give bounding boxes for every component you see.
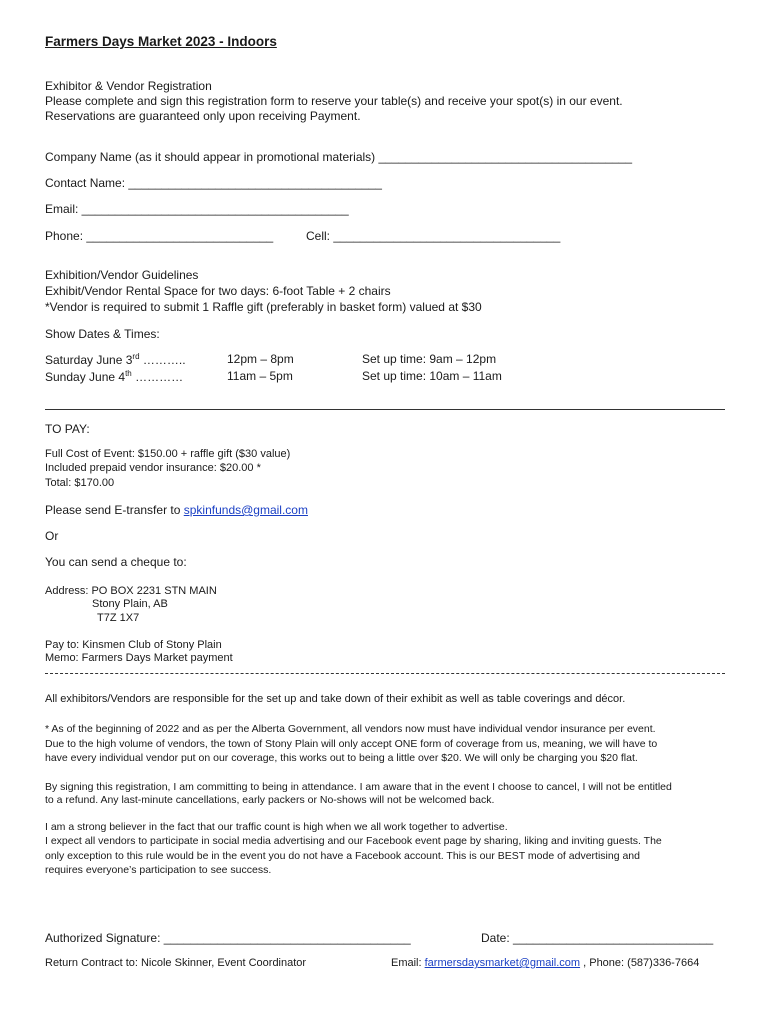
show-day-sunday: Sunday June 4th ………… (45, 369, 184, 384)
to-pay-heading: TO PAY: (45, 422, 90, 436)
show-day-saturday: Saturday June 3rd ……….. (45, 352, 186, 367)
authorized-signature-field[interactable]: Authorized Signature: _____________________________________ (45, 931, 411, 945)
intro-line-2: Reservations are guaranteed only upon receiving Payment. (45, 109, 361, 123)
page-title: Farmers Days Market 2023 - Indoors (45, 34, 277, 49)
company-name-field[interactable]: Company Name (as it should appear in promotional materials) ______________________________________ (45, 150, 633, 164)
registration-heading: Exhibitor & Vendor Registration (45, 79, 212, 93)
dashed-divider (45, 673, 725, 674)
terms-paragraph-2-line-3: have every individual vendor put on our coverage, this works out to being a little over $20. We will only be charging you $20 flat. (45, 752, 638, 764)
etransfer-instruction: Please send E-transfer to spkinfunds@gmail.com (45, 503, 308, 517)
guidelines-heading: Exhibition/Vendor Guidelines (45, 268, 199, 282)
guidelines-line-1: Exhibit/Vendor Rental Space for two days: 6-foot Table + 2 chairs (45, 284, 391, 298)
contact-name-field[interactable]: Contact Name: ______________________________________ (45, 176, 382, 190)
setup-time-sunday: Set up time: 10am – 11am (362, 369, 502, 383)
address-line-3: T7Z 1X7 (97, 612, 140, 624)
footer-contact: Email: farmersdaysmarket@gmail.com , Phone: (587)336-7664 (391, 957, 700, 969)
guidelines-line-2: *Vendor is required to submit 1 Raffle gift (preferably in basket form) valued at $30 (45, 300, 482, 314)
terms-paragraph-2-line-2: Due to the high volume of vendors, the town of Stony Plain will only accept ONE form of coverage from us, meaning, we will have to (45, 738, 658, 750)
terms-paragraph-4-line-4: requires everyone’s participation to see success. (45, 864, 272, 876)
cost-line: Full Cost of Event: $150.00 + raffle gift ($30 value) (45, 448, 291, 460)
or-text: Or (45, 529, 59, 543)
return-contract-line: Return Contract to: Nicole Skinner, Event Coordinator (45, 957, 307, 969)
etransfer-email-link[interactable]: spkinfunds@gmail.com (183, 503, 308, 517)
terms-paragraph-2-line-1: * As of the beginning of 2022 and as per the Alberta Government, all vendors now must have individual vendor insurance per event. (45, 723, 656, 735)
show-hours-saturday: 12pm – 8pm (227, 352, 294, 366)
terms-paragraph-3-line-1: By signing this registration, I am committing to being in attendance. I am aware that in the event I choose to cancel, I will not be entitled (45, 781, 672, 793)
date-field[interactable]: Date: ______________________________ (481, 931, 714, 945)
email-field[interactable]: Email: ________________________________________ (45, 202, 349, 216)
show-hours-sunday: 11am – 5pm (227, 369, 293, 383)
terms-paragraph-4-line-1: I am a strong believer in the fact that our traffic count is high when we all work together to advertise. (45, 821, 508, 833)
insurance-line: Included prepaid vendor insurance: $20.00 * (45, 462, 261, 474)
terms-paragraph-3-line-2: to a refund. Any last-minute cancellations, early packers or No-shows will not be welcomed back. (45, 794, 495, 806)
terms-paragraph-4-line-3: only exception to this rule would be in the event you do not have a Facebook account. This is our BEST mode of advertising and (45, 850, 640, 862)
coordinator-email-link[interactable]: farmersdaysmarket@gmail.com (424, 957, 581, 969)
cheque-instruction: You can send a cheque to: (45, 555, 187, 569)
address-line-2: Stony Plain, AB (92, 598, 168, 610)
section-divider (45, 409, 725, 410)
terms-paragraph-4-line-2: I expect all vendors to participate in social media advertising and our Facebook event page by sharing, liking and inviting guests. The (45, 835, 662, 847)
intro-line-1: Please complete and sign this registration form to reserve your table(s) and receive your spot(s) in our event. (45, 94, 623, 108)
memo-line: Memo: Farmers Days Market payment (45, 652, 233, 664)
address-line-1: Address: PO BOX 2231 STN MAIN (45, 585, 217, 597)
pay-to-line: Pay to: Kinsmen Club of Stony Plain (45, 639, 222, 651)
setup-time-saturday: Set up time: 9am – 12pm (362, 352, 497, 366)
cell-field[interactable]: Cell: __________________________________ (306, 229, 561, 243)
total-line: Total: $170.00 (45, 477, 115, 489)
phone-field[interactable]: Phone: ____________________________ (45, 229, 274, 243)
terms-paragraph-1: All exhibitors/Vendors are responsible for the set up and take down of their exhibit as well as table coverings and décor. (45, 693, 626, 705)
show-dates-heading: Show Dates & Times: (45, 327, 160, 341)
